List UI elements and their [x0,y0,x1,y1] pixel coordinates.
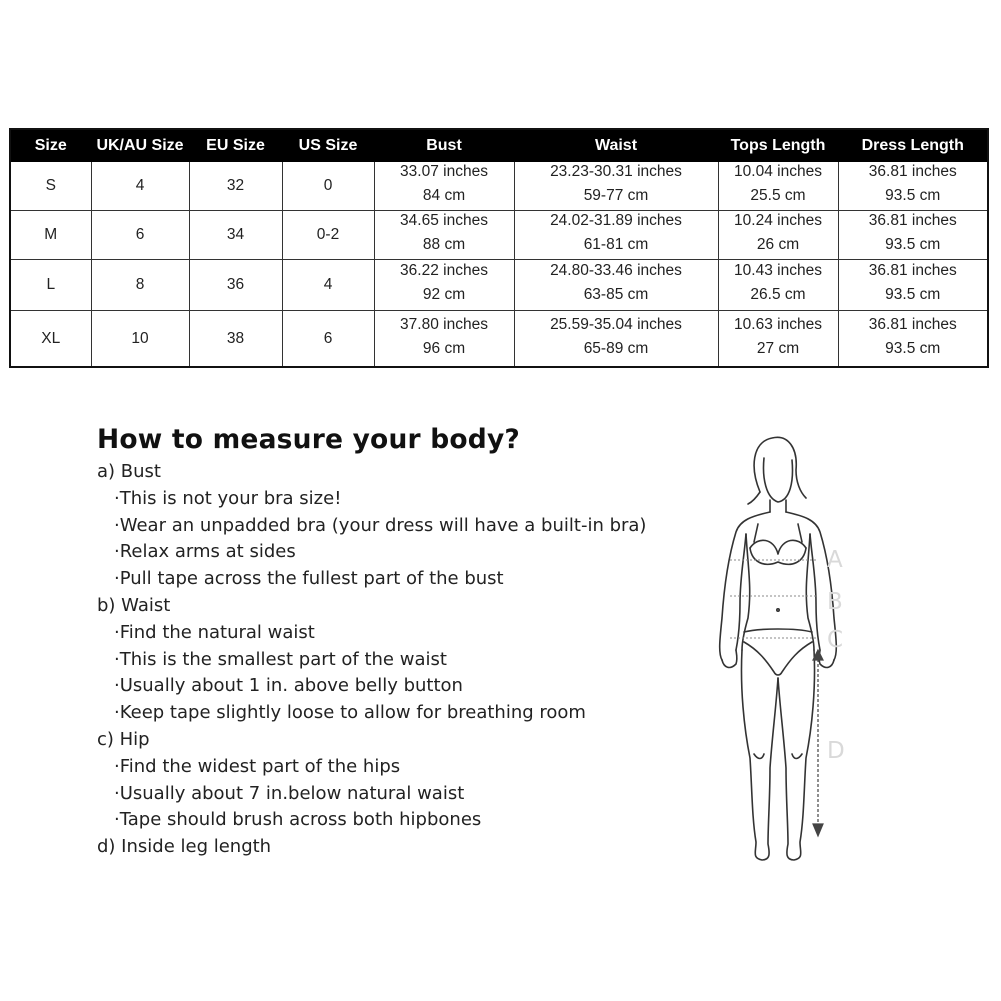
waist-cm: 61-81 cm [583,236,649,253]
header-us-size: US Size [282,129,374,162]
label-b: B [827,589,843,615]
dress-inches: 36.81 inches [868,163,957,180]
cell-bust [374,260,514,311]
dress-cm: 93.5 cm [885,236,941,253]
dress-inches: 36.81 inches [868,262,957,279]
label-a: A [827,547,843,573]
tops-cm: 25.5 cm [750,187,806,204]
cell-eu: 32 [189,162,282,211]
waist-inches: 24.02-31.89 inches [550,212,682,229]
cell-uk-au: 4 [91,162,189,211]
header-tops-length: Tops Length [718,129,838,162]
bust-cm: 96 cm [422,339,466,357]
tops-cm: 27 cm [756,339,800,357]
cell-eu: 34 [189,211,282,260]
cell-uk-au: 6 [91,211,189,260]
cell-us: 0-2 [282,211,374,260]
bust-inches: 36.22 inches [400,262,488,279]
cell-bust [374,311,514,368]
header-waist: Waist [514,129,718,162]
cell-size: XL [10,311,91,368]
tip-item: ·Find the natural waist [114,621,315,643]
tip-item: ·Wear an unpadded bra (your dress will have a built-in bra) [114,514,647,536]
section-heading: c) Hip [97,728,150,750]
section-waist [97,593,717,727]
cell-size: L [10,260,91,311]
label-d: D [827,738,845,764]
table-row [10,211,988,260]
bust-inches: 34.65 inches [400,212,488,229]
tops-cm: 26 cm [756,236,800,253]
waist-cm: 65-89 cm [583,339,649,357]
cell-size: S [10,162,91,211]
header-dress-length: Dress Length [838,129,988,162]
tip-item: ·Usually about 7 in.below natural waist [114,782,465,804]
measuring-guide [97,424,717,861]
cell-tops-length [718,162,838,211]
header-eu-size: EU Size [189,129,282,162]
tip-item: ·Keep tape slightly loose to allow for breathing room [114,702,586,724]
body-measurement-figure [700,428,870,878]
cell-size: M [10,211,91,260]
tip-item: ·This is not your bra size! [114,487,342,509]
size-chart-table [9,128,989,368]
tops-inches: 10.63 inches [734,315,822,333]
tip-item: ·Usually about 1 in. above belly button [114,675,463,697]
cell-eu: 38 [189,311,282,368]
tip-item: ·Tape should brush across both hipbones [114,809,482,831]
waist-inches: 25.59-35.04 inches [550,315,682,333]
section-heading: d) Inside leg length [97,836,272,858]
dress-cm: 93.5 cm [885,187,941,204]
cell-us: 6 [282,311,374,368]
bust-cm: 84 cm [422,187,466,204]
tip-item: ·Pull tape across the fullest part of the bust [114,568,504,590]
cell-dress-length [838,211,988,260]
table-row [10,162,988,211]
body-outline-illustration [700,428,870,878]
section-inside-leg [97,834,717,861]
table-row [10,311,988,368]
bust-cm: 92 cm [422,286,466,303]
table-row [10,260,988,311]
tip-item: ·This is the smallest part of the waist [114,648,447,670]
cell-waist [514,211,718,260]
cell-dress-length [838,162,988,211]
cell-us: 4 [282,260,374,311]
waist-cm: 63-85 cm [583,286,649,303]
header-size: Size [10,129,91,162]
tops-inches: 10.24 inches [734,212,822,229]
cell-dress-length [838,260,988,311]
cell-bust [374,211,514,260]
dress-inches: 36.81 inches [868,212,957,229]
tip-item: ·Find the widest part of the hips [114,755,401,777]
cell-tops-length [718,211,838,260]
cell-dress-length [838,311,988,368]
bust-inches: 37.80 inches [400,315,488,333]
cell-tops-length [718,260,838,311]
label-c: C [827,627,844,653]
dress-cm: 93.5 cm [885,339,941,357]
section-bust [97,459,717,593]
cell-waist [514,260,718,311]
cell-uk-au: 10 [91,311,189,368]
cell-us: 0 [282,162,374,211]
header-bust: Bust [374,129,514,162]
section-hip [97,727,717,834]
table-header-row [10,129,988,162]
cell-eu: 36 [189,260,282,311]
dress-cm: 93.5 cm [885,286,941,303]
cell-waist [514,311,718,368]
tops-inches: 10.04 inches [734,163,822,180]
waist-cm: 59-77 cm [583,187,649,204]
cell-tops-length [718,311,838,368]
waist-inches: 24.80-33.46 inches [550,262,682,279]
guide-title: How to measure your body? [97,424,520,455]
section-heading: b) Waist [97,594,171,616]
tops-inches: 10.43 inches [734,262,822,279]
bust-inches: 33.07 inches [400,163,488,180]
dress-inches: 36.81 inches [868,315,957,333]
section-heading: a) Bust [97,461,161,482]
waist-inches: 23.23-30.31 inches [550,163,682,180]
cell-waist [514,162,718,211]
tip-item: ·Relax arms at sides [114,541,296,563]
tops-cm: 26.5 cm [750,286,806,303]
cell-bust [374,162,514,211]
bust-cm: 88 cm [422,236,466,253]
cell-uk-au: 8 [91,260,189,311]
header-uk-au-size: UK/AU Size [91,129,189,162]
